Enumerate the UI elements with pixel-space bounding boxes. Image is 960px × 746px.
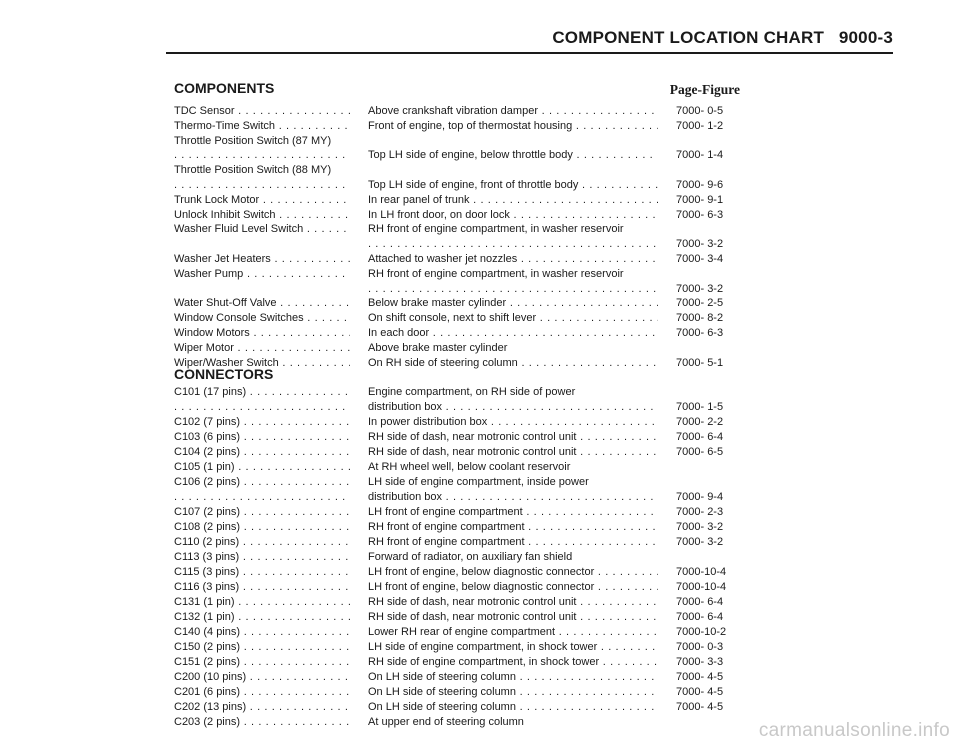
components-heading: COMPONENTS (174, 80, 275, 96)
item-location: On LH side of steering column . . . (368, 670, 658, 685)
page-figure: 7000- 9-1 (676, 193, 724, 206)
table-row (0, 610, 960, 625)
item-location: In power distribution box . . . (368, 415, 658, 430)
item-name: C150 (2 pins) . . . (174, 640, 350, 655)
item-location: RH front of engine compartment, in washer reservoir (368, 267, 624, 280)
item-location: Above crankshaft vibration damper . . . (368, 104, 658, 119)
table-row (0, 475, 960, 490)
table-row (0, 685, 960, 700)
item-location: RH side of dash, near motronic control unit . . . (368, 595, 658, 610)
page-figure: 7000- 2-3 (676, 506, 724, 518)
item-location: LH front of engine compartment . . . (368, 505, 658, 520)
page-figure: 7000- 6-3 (676, 208, 724, 221)
table-row (0, 163, 960, 178)
table-row (0, 460, 960, 475)
name-leader (174, 178, 350, 193)
table-row (0, 415, 960, 430)
item-location: Forward of radiator, on auxiliary fan shield (368, 551, 573, 563)
item-location: On LH side of steering column . . . (368, 700, 658, 715)
table-row (0, 119, 960, 134)
table-row (0, 505, 960, 520)
table-row (0, 148, 960, 163)
table-row (0, 237, 960, 252)
page-figure: 7000-10-2 (676, 626, 727, 638)
item-name: TDC Sensor . . . (174, 104, 350, 119)
page-figure: 7000- 3-3 (676, 656, 724, 668)
page-figure: 7000- 0-5 (676, 105, 724, 117)
item-name: C104 (2 pins) . . . (174, 445, 350, 460)
item-name: Wiper/Washer Switch . . . (174, 356, 350, 371)
item-location: On LH side of steering column . . . (368, 685, 658, 700)
item-name: Throttle Position Switch (88 MY) (174, 164, 332, 177)
page-figure: 7000- 3-2 (676, 282, 724, 295)
item-location: At upper end of steering column (368, 716, 524, 728)
name-leader (174, 148, 350, 163)
table-row (0, 193, 960, 208)
location-leader (368, 237, 658, 252)
page-figure: 7000- 4-5 (676, 686, 724, 698)
item-location: Attached to washer jet nozzles . . . (368, 252, 658, 267)
table-row (0, 670, 960, 685)
item-location: In LH front door, on door lock . . . (368, 208, 658, 223)
table-row (0, 580, 960, 595)
item-location: Front of engine, top of thermostat housing . . . (368, 119, 658, 134)
item-location: RH side of engine compartment, in shock tower . . . (368, 655, 658, 670)
table-row (0, 550, 960, 565)
item-location: LH front of engine, below diagnostic connector . . . (368, 580, 658, 595)
table-row (0, 625, 960, 640)
table-row (0, 282, 960, 297)
page-header (0, 28, 893, 48)
item-location: RH side of dash, near motronic control unit . . . (368, 610, 658, 625)
header-rule (166, 52, 893, 54)
table-row (0, 252, 960, 267)
watermark: carmanualsonline.info (758, 720, 950, 741)
page-figure: 7000-10-4 (676, 581, 727, 593)
page-figure: 7000- 1-5 (676, 401, 724, 413)
table-row (0, 535, 960, 550)
item-location: On shift console, next to shift lever . . . (368, 311, 658, 326)
item-name: C200 (10 pins) . . . (174, 670, 350, 685)
page-figure: 7000- 3-4 (676, 253, 724, 265)
table-row (0, 565, 960, 580)
item-name: C105 (1 pin) . . . (174, 460, 350, 475)
item-name: Window Motors . . . (174, 326, 350, 341)
table-row (0, 178, 960, 193)
item-location: RH front of engine compartment . . . (368, 520, 658, 535)
table-row (0, 520, 960, 535)
item-location: At RH wheel well, below coolant reservoir (368, 461, 571, 473)
page-figure: 7000- 8-2 (676, 312, 724, 325)
item-name: C202 (13 pins) . . . (174, 700, 350, 715)
page-figure: 7000- 1-2 (676, 119, 724, 132)
item-name: C106 (2 pins) . . . (174, 475, 350, 490)
item-location: RH side of dash, near motronic control unit . . . (368, 430, 658, 445)
item-name: C201 (6 pins) . . . (174, 685, 350, 700)
table-row (0, 700, 960, 715)
item-location: RH front of engine compartment . . . (368, 535, 658, 550)
item-name: Washer Pump . . . (174, 267, 350, 282)
item-name: C203 (2 pins) . . . (174, 715, 350, 730)
item-name: C131 (1 pin) . . . (174, 595, 350, 610)
item-name: Throttle Position Switch (87 MY) (174, 134, 332, 147)
name-leader (174, 400, 350, 415)
page-figure: 7000- 3-2 (676, 238, 724, 251)
item-name: Unlock Inhibit Switch . . . (174, 208, 350, 223)
item-name: C110 (2 pins) . . . (174, 535, 350, 550)
table-row (0, 430, 960, 445)
table-row (0, 311, 960, 326)
item-name: Washer Fluid Level Switch . . . (174, 222, 350, 237)
location-leader (368, 282, 658, 297)
table-row (0, 341, 960, 356)
item-location: LH front of engine, below diagnostic connector . . . (368, 565, 658, 580)
item-location: In each door . . . (368, 326, 658, 341)
item-name: Thermo-Time Switch . . . (174, 119, 350, 134)
item-name: C101 (17 pins) . . . (174, 385, 350, 400)
page-figure: 7000- 3-2 (676, 521, 724, 533)
item-name: C103 (6 pins) . . . (174, 430, 350, 445)
page-figure: 7000- 1-4 (676, 149, 724, 162)
item-location: Top LH side of engine, front of throttle body . . . (368, 178, 658, 193)
item-name: Wiper Motor . . . (174, 341, 350, 356)
item-name: C132 (1 pin) . . . (174, 610, 350, 625)
table-row (0, 490, 960, 505)
item-name: C108 (2 pins) . . . (174, 520, 350, 535)
table-row (0, 400, 960, 415)
item-location: Lower RH rear of engine compartment . . . (368, 625, 658, 640)
item-location: RH front of engine compartment, in washer reservoir (368, 223, 624, 236)
table-row (0, 267, 960, 282)
item-name: Washer Jet Heaters . . . (174, 252, 350, 267)
table-row (0, 640, 960, 655)
page-figure: 7000- 5-1 (676, 356, 724, 369)
page-number: 9000-3 (838, 28, 893, 47)
item-name: C116 (3 pins) . . . (174, 580, 350, 595)
item-name: C107 (2 pins) . . . (174, 505, 350, 520)
page-figure-heading: Page-Figure (669, 82, 740, 97)
item-name: C113 (3 pins) . . . (174, 550, 350, 565)
page-figure: 7000- 4-5 (676, 671, 724, 683)
chart-title: COMPONENT LOCATION CHART (552, 28, 825, 47)
item-location: LH side of engine compartment, inside power (368, 476, 589, 488)
page-figure: 7000- 9-4 (676, 491, 724, 503)
item-location: RH side of dash, near motronic control unit . . . (368, 445, 658, 460)
page-figure: 7000- 4-5 (676, 701, 724, 713)
table-row (0, 595, 960, 610)
table-row (0, 222, 960, 237)
page-figure: 7000- 6-4 (676, 611, 724, 623)
item-name: Trunk Lock Motor . . . (174, 193, 350, 208)
table-row (0, 445, 960, 460)
item-location: Above brake master cylinder (368, 341, 508, 354)
item-location: LH side of engine compartment, in shock tower . . . (368, 640, 658, 655)
item-name: C102 (7 pins) . . . (174, 415, 350, 430)
page-figure: 7000- 9-6 (676, 179, 724, 191)
item-name: C115 (3 pins) . . . (174, 565, 350, 580)
page-figure: 7000- 6-3 (676, 327, 724, 339)
table-row (0, 385, 960, 400)
page-figure: 7000- 0-3 (676, 641, 724, 653)
page-figure: 7000- 3-2 (676, 536, 724, 548)
item-location: Engine compartment, on RH side of power (368, 386, 576, 398)
table-row (0, 356, 960, 371)
item-location: On RH side of steering column . . . (368, 356, 658, 371)
item-location: distribution box . . . (368, 490, 658, 505)
item-location: Top LH side of engine, below throttle body . . . (368, 148, 658, 163)
page-figure: 7000- 2-2 (676, 416, 724, 428)
table-row (0, 208, 960, 223)
item-name: Window Console Switches . . . (174, 311, 350, 326)
table-row (0, 134, 960, 149)
page-figure: 7000- 6-5 (676, 446, 724, 458)
item-name: C151 (2 pins) . . . (174, 655, 350, 670)
table-row (0, 104, 960, 119)
page-figure: 7000- 6-4 (676, 431, 724, 443)
page-figure: 7000- 2-5 (676, 297, 724, 310)
table-row (0, 655, 960, 670)
page-figure: 7000- 6-4 (676, 596, 724, 608)
item-name: C140 (4 pins) . . . (174, 625, 350, 640)
name-leader (174, 490, 350, 505)
item-name: Water Shut-Off Valve . . . (174, 296, 350, 311)
table-row (0, 326, 960, 341)
page-figure: 7000-10-4 (676, 566, 727, 578)
table-row (0, 296, 960, 311)
item-location: In rear panel of trunk . . . (368, 193, 658, 208)
connectors-heading: CONNECTORS (174, 366, 274, 382)
item-location: distribution box . . . (368, 400, 658, 415)
item-location: Below brake master cylinder . . . (368, 296, 658, 311)
